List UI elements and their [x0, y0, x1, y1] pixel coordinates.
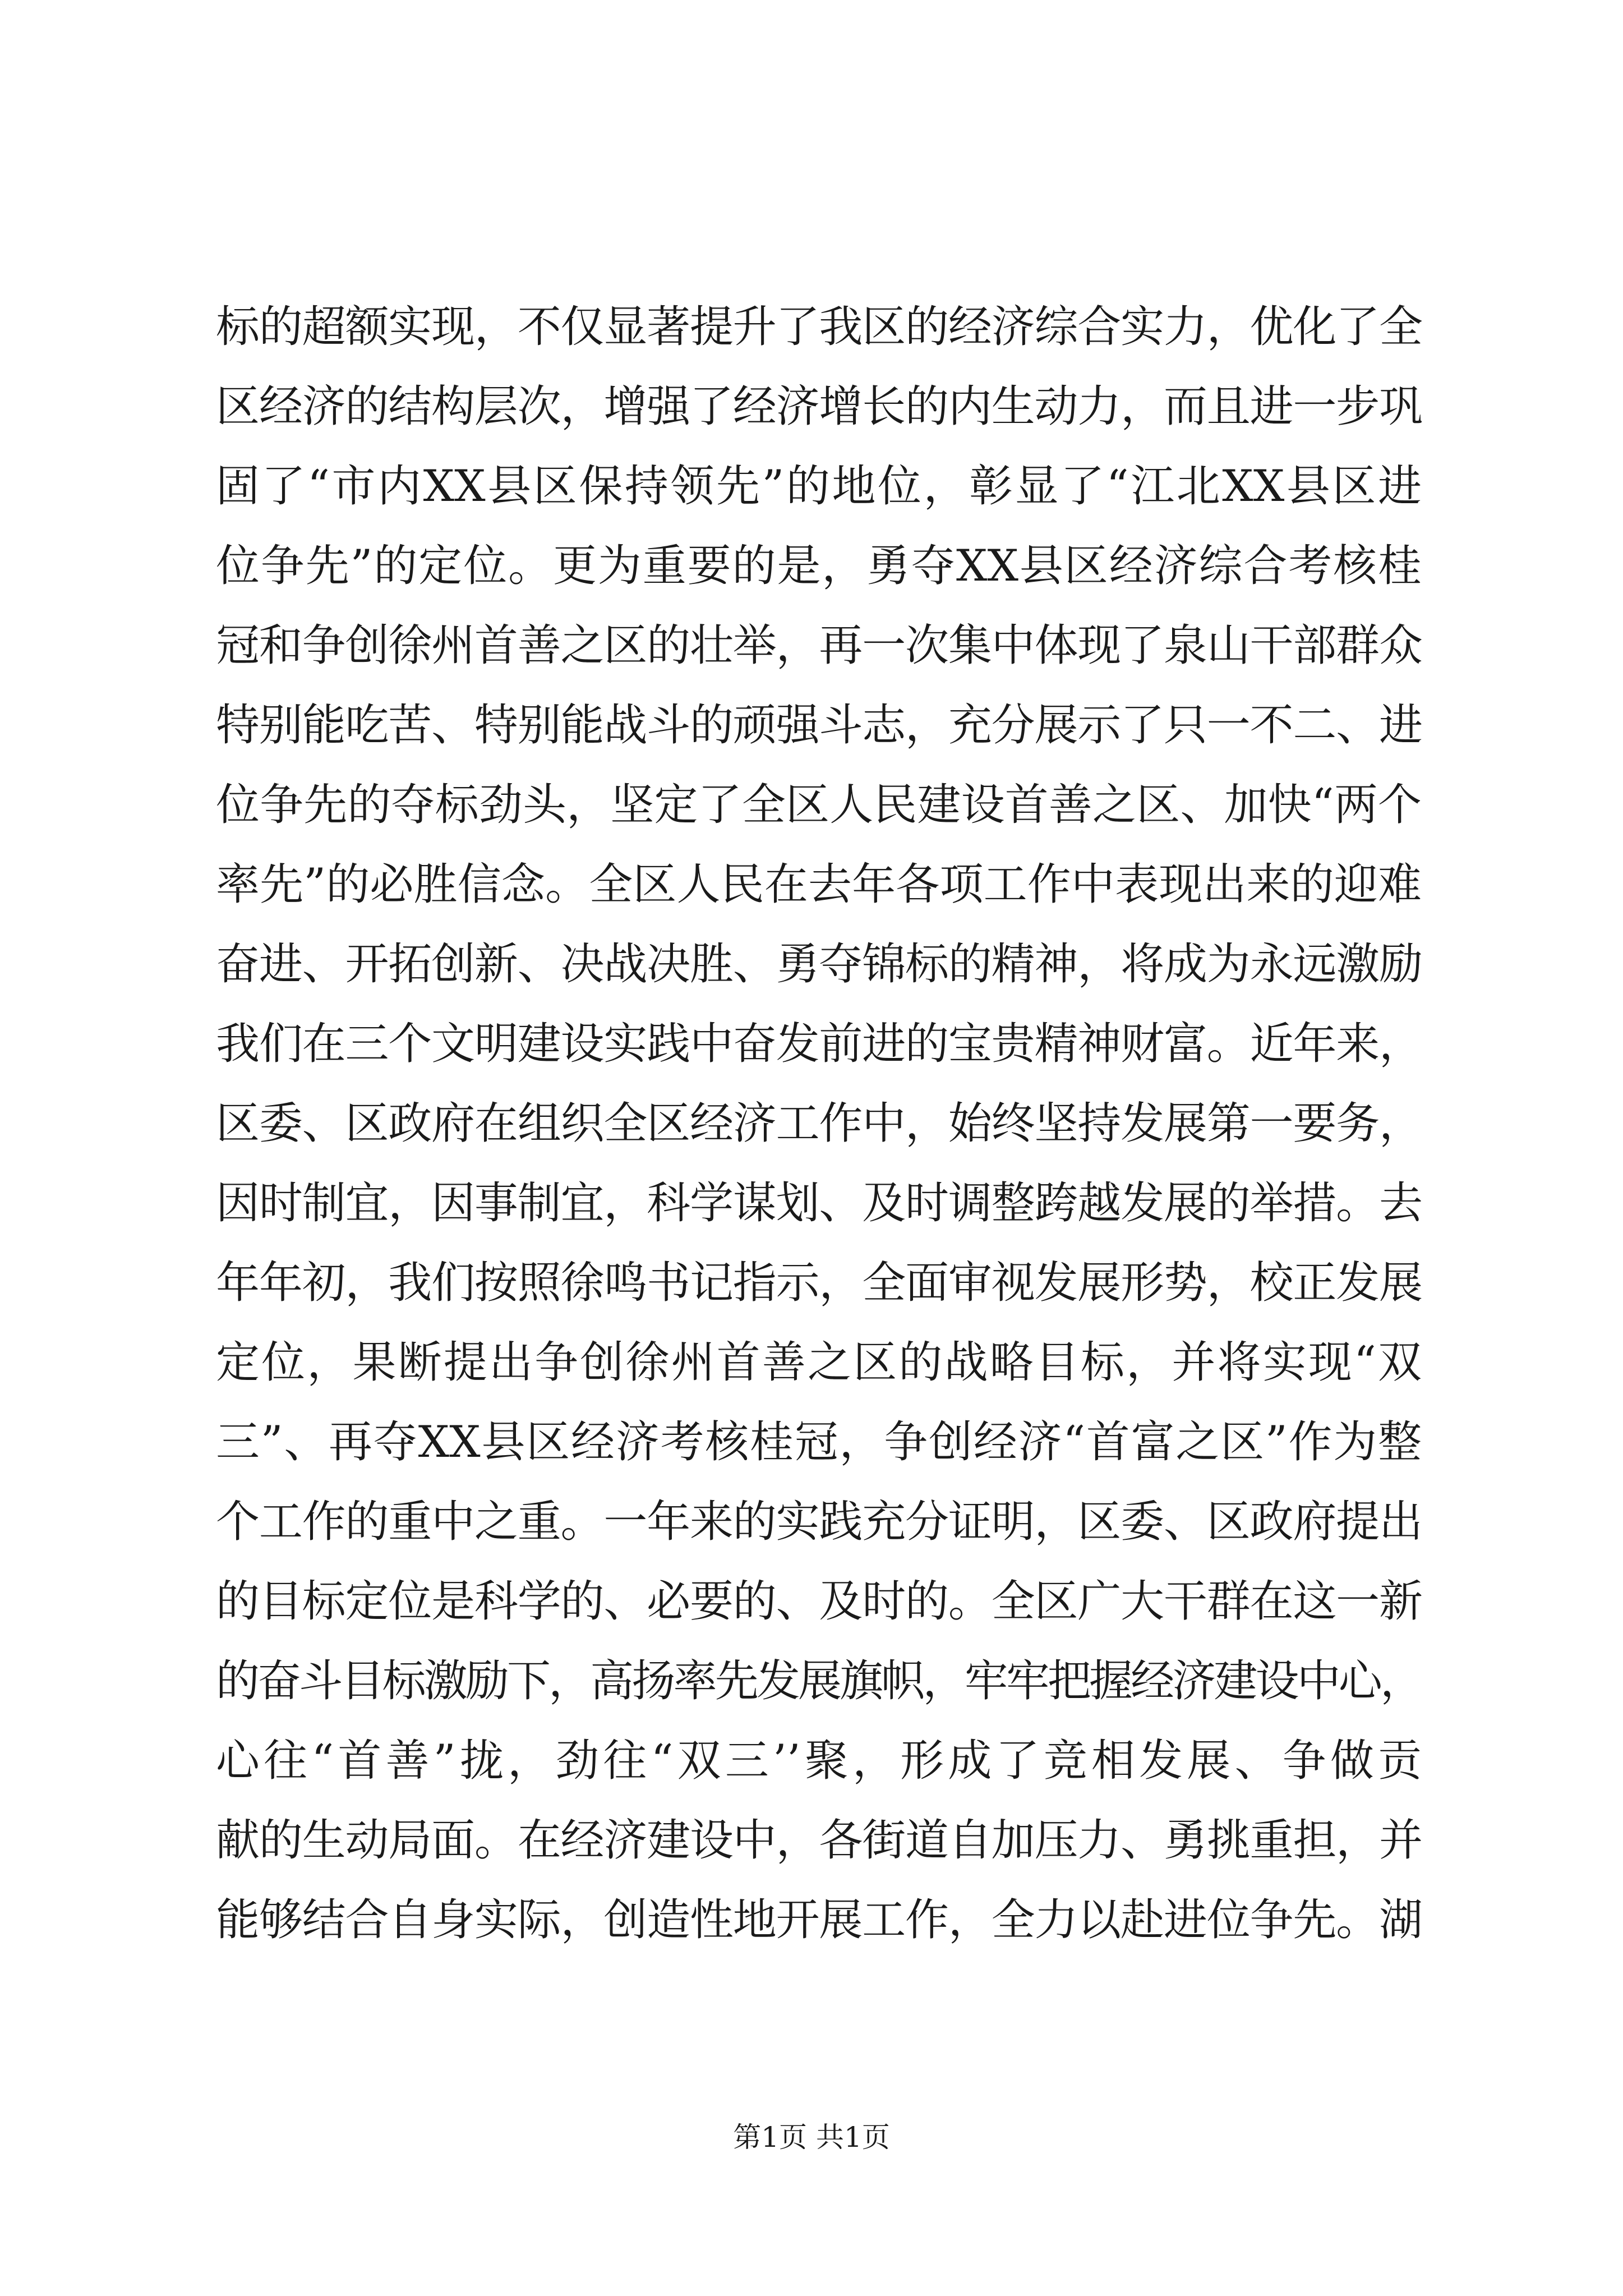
- text-line: 冠和争创徐州首善之区的壮举，再一次集中体现了泉山干部群众: [216, 620, 1422, 671]
- text-line: 我们在三个文明建设实践中奋发前进的宝贵精神财富。近年来，: [216, 1019, 1422, 1069]
- text-line: 的目标定位是科学的、必要的、及时的。全区广大干群在这一新: [216, 1576, 1422, 1627]
- text-line: 区委、区政府在组织全区经济工作中，始终坚持发展第一要务，: [216, 1098, 1422, 1149]
- text-line: 位争先”的定位。更为重要的是，勇夺XX县区经济综合考核桂: [216, 541, 1422, 591]
- text-line: 特别能吃苦、特别能战斗的顽强斗志，充分展示了只一不二、进: [216, 700, 1422, 751]
- text-line: 的奋斗目标激励下，高扬率先发展旗帜，牢牢把握经济建设中心，: [216, 1656, 1422, 1706]
- document-body: [216, 287, 1422, 1960]
- text-line: 心往“首善”拢，劲往“双三’’聚，形成了竞相发展、争做贡: [216, 1736, 1422, 1786]
- text-line: 定位，果断提出争创徐州首善之区的战略目标，并将实现“双: [216, 1337, 1422, 1388]
- text-line: 率先”的必胜信念。全区人民在去年各项工作中表现出来的迎难: [216, 859, 1422, 910]
- text-line: 个工作的重中之重。一年来的实践充分证明，区委、区政府提出: [216, 1497, 1422, 1547]
- text-line: 标的超额实现，不仅显著提升了我区的经济综合实力，优化了全: [216, 302, 1422, 352]
- page-number: 第1页 共1页: [733, 2121, 890, 2154]
- page-footer: [0, 2118, 1623, 2157]
- text-line: 位争先的夺标劲头，坚定了全区人民建设首善之区、加快“两个: [216, 780, 1422, 830]
- text-line: 固了“市内XX县区保持领先”的地位，彰显了“江北XX县区进: [216, 461, 1422, 512]
- text-line: 三”、再夺XX县区经济考核桂冠，争创经济“首富之区”作为整: [216, 1417, 1422, 1467]
- text-line: 区经济的结构层次，增强了经济增长的内生动力，而且进一步巩: [216, 381, 1422, 432]
- text-line: 奋进、开拓创新、决战决胜、勇夺锦标的精神，将成为永远激励: [216, 939, 1422, 990]
- text-line: 年年初，我们按照徐鸣书记指示，全面审视发展形势，校正发展: [216, 1258, 1422, 1308]
- text-line: 因时制宜，因事制宜，科学谋划、及时调整跨越发展的举措。去: [216, 1178, 1422, 1228]
- text-line: 献的生动局面。在经济建设中，各街道自加压力、勇挑重担，并: [216, 1815, 1422, 1866]
- text-line: 能够结合自身实际，创造性地开展工作，全力以赴进位争先。湖: [216, 1895, 1422, 1945]
